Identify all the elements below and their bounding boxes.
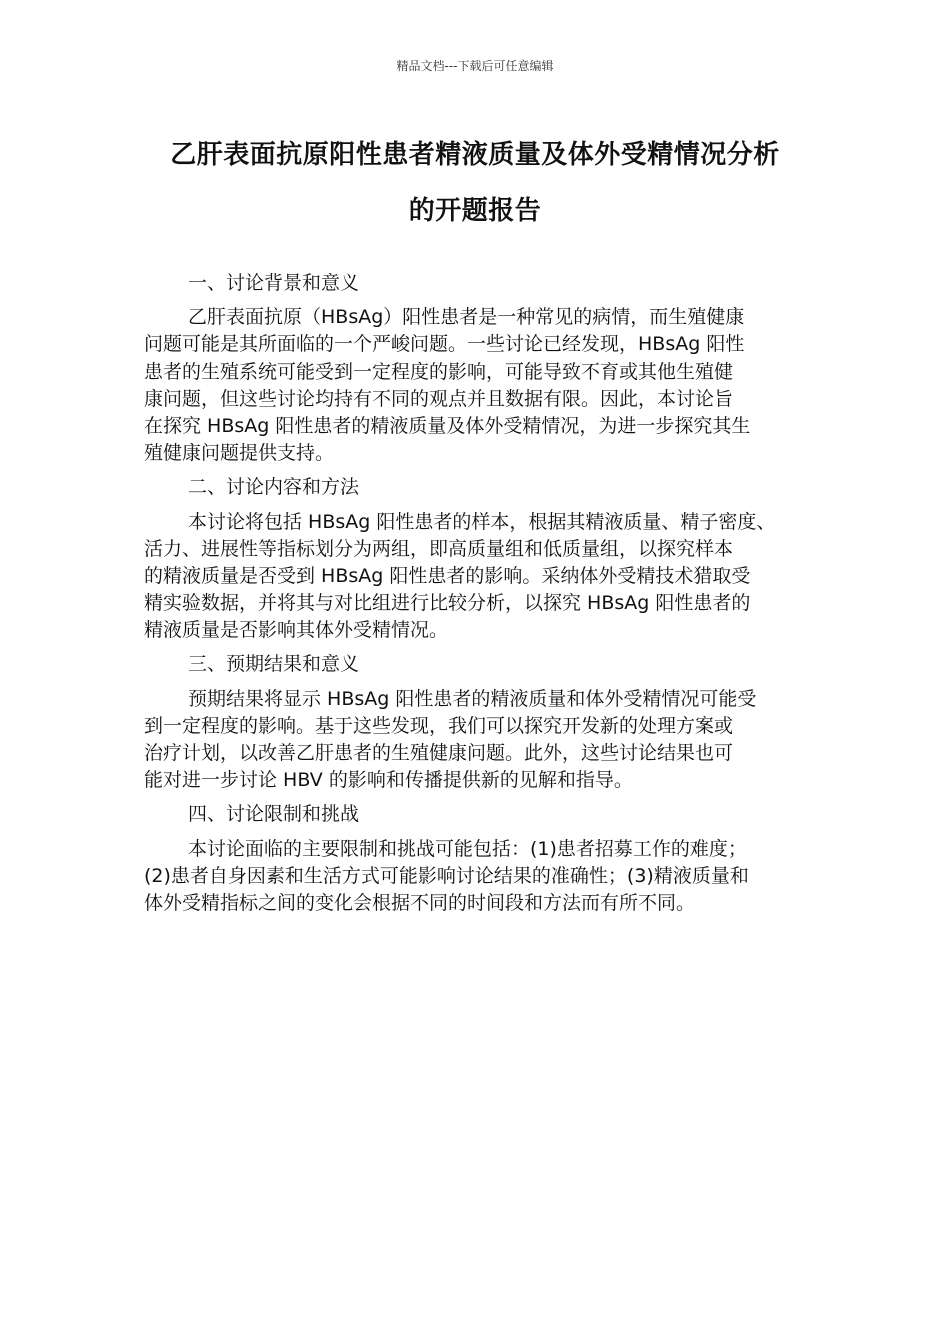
spacer [144,794,812,801]
paragraph-line: 活力、进展性等指标划分为两组，即高质量组和低质量组，以探究样本 [144,537,734,560]
paragraph-line: 治疗计划，以改善乙肝患者的生殖健康问题。此外，这些讨论结果也可 [144,742,734,764]
paragraph-line: 能对进一步讨论 HBV 的影响和传播提供新的见解和指导。 [144,769,633,792]
document-title-line-2: 的开题报告 [408,196,542,226]
spacer [144,829,812,836]
document-title-line-1: 乙肝表面抗原阳性患者精液质量及体外受精情况分析 [170,140,780,170]
spacer [144,467,812,474]
section-heading: 三、预期结果和意义 [188,653,360,676]
section-heading: 四、讨论限制和挑战 [188,803,360,826]
paragraph-line: 精实验数据，并将其与对比组进行比较分析，以探究 HBsAg 阳性患者的 [144,592,751,615]
header-note: 精品文档---下载后可任意编辑 [396,59,554,73]
document-body [144,270,812,917]
paragraph-line: 问题可能是其所面临的一个严峻问题。一些讨论已经发现，HBsAg 阳性 [144,333,745,356]
section-heading: 一、讨论背景和意义 [188,272,360,294]
paragraph-line: 乙肝表面抗原（HBsAg）阳性患者是一种常见的病情，而生殖健康 [188,306,745,329]
paragraph-line: 在探究 HBsAg 阳性患者的精液质量及体外受精情况，为进一步探究其生 [144,414,751,437]
paragraph-line: 本讨论将包括 HBsAg 阳性患者的样本，根据其精液质量、精子密度、 [188,510,776,533]
spacer [144,502,812,509]
paragraph-line: 到一定程度的影响。基于这些发现，我们可以探究开发新的处理方案或 [144,714,734,737]
spacer [144,644,812,651]
spacer [144,679,812,686]
paragraph-line: 的精液质量是否受到 HBsAg 阳性患者的影响。采纳体外受精技术猎取受 [144,564,751,587]
paragraph-line: 预期结果将显示 HBsAg 阳性患者的精液质量和体外受精情况可能受 [188,687,757,710]
paragraph-line: 体外受精指标之间的变化会根据不同的时间段和方法而有所不同。 [144,891,696,914]
paragraph-line: 患者的生殖系统可能受到一定程度的影响，可能导致不育或其他生殖健 [144,360,734,383]
paragraph-line: (2)患者自身因素和生活方式可能影响讨论结果的准确性；(3)精液质量和 [144,864,749,887]
spacer [144,297,812,304]
paragraph-line: 本讨论面临的主要限制和挑战可能包括：(1)患者招募工作的难度； [188,837,747,860]
paragraph-line: 精液质量是否影响其体外受精情况。 [144,619,449,642]
paragraph-line: 殖健康问题提供支持。 [144,442,335,465]
section-heading: 二、讨论内容和方法 [188,476,360,499]
paragraph-line: 康问题，但这些讨论均持有不同的观点并且数据有限。因此，本讨论旨 [144,387,734,410]
